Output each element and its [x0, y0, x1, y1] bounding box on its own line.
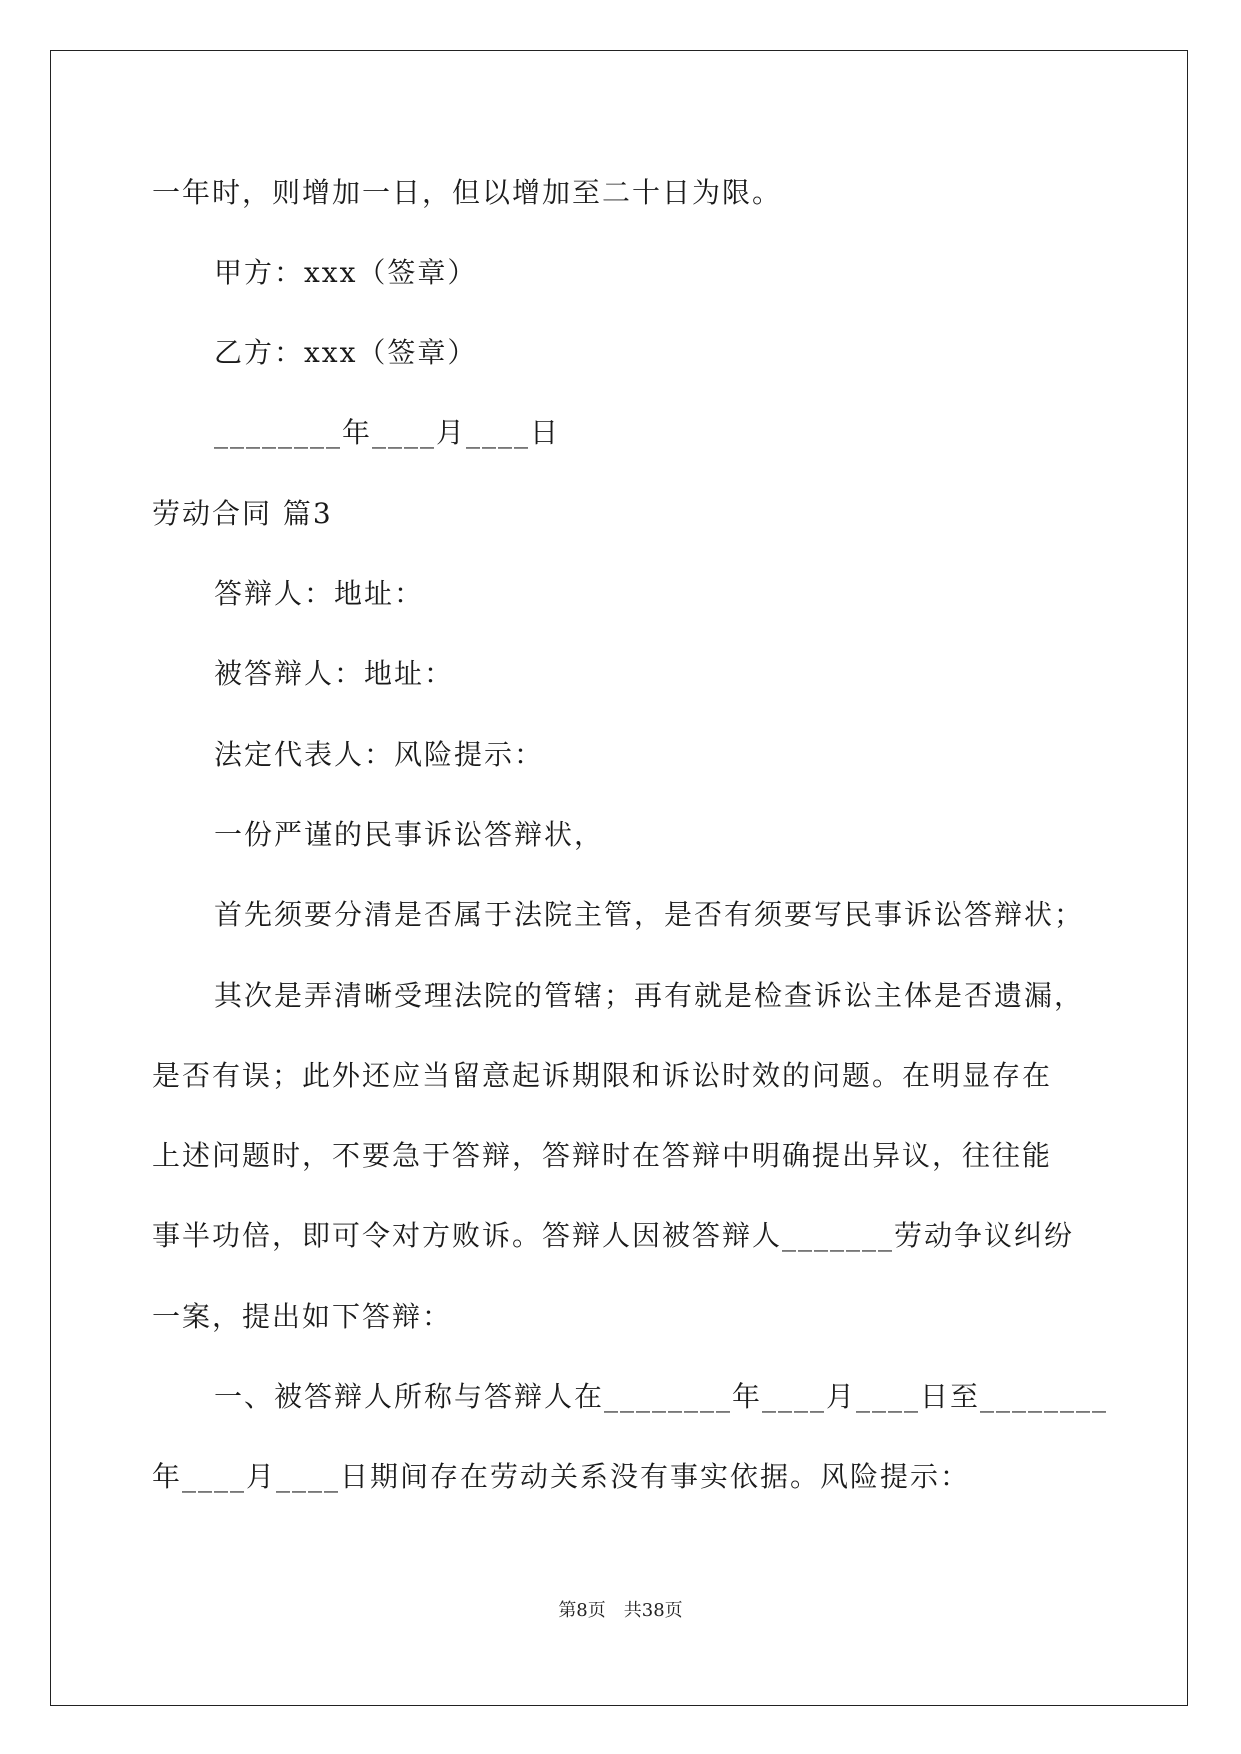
claimant-address: 被答辩人：地址：	[214, 657, 455, 690]
section-heading: 劳动合同 篇3	[152, 497, 333, 530]
text-line-10: 首先须要分清是否属于法院主管，是否有须要写民事诉讼答辩状；	[214, 898, 1085, 931]
text-line-16: 一、被答辩人所称与答辩人在________年____月____日至________	[214, 1380, 1109, 1413]
party-b-signature: 乙方：xxx（签章）	[214, 336, 478, 369]
respondent-address: 答辩人：地址：	[214, 577, 425, 610]
text-line-13: 上述问题时，不要急于答辩，答辩时在答辩中明确提出异议，往往能	[152, 1139, 1053, 1172]
legal-representative: 法定代表人：风险提示：	[214, 738, 545, 771]
party-a-signature: 甲方：xxx（签章）	[214, 256, 478, 289]
page-number: 第8页 共38页	[558, 1600, 683, 1621]
text-line-15: 一案，提出如下答辩：	[152, 1300, 453, 1333]
text-line-17: 年____月____日期间存在劳动关系没有事实依据。风险提示：	[152, 1460, 971, 1493]
text-line-12: 是否有误；此外还应当留意起诉期限和诉讼时效的问题。在明显存在	[152, 1059, 1053, 1092]
text-line-1: 一年时，则增加一日，但以增加至二十日为限。	[152, 176, 783, 209]
text-line-11: 其次是弄清晰受理法院的管辖；再有就是检查诉讼主体是否遗漏，	[214, 979, 1085, 1012]
date-line: ________年____月____日	[214, 416, 561, 449]
page-border	[50, 50, 1188, 1706]
text-line-14: 事半功倍，即可令对方败诉。答辩人因被答辩人_______劳动争议纠纷	[152, 1219, 1075, 1252]
text-line-9: 一份严谨的民事诉讼答辩状，	[214, 818, 605, 851]
